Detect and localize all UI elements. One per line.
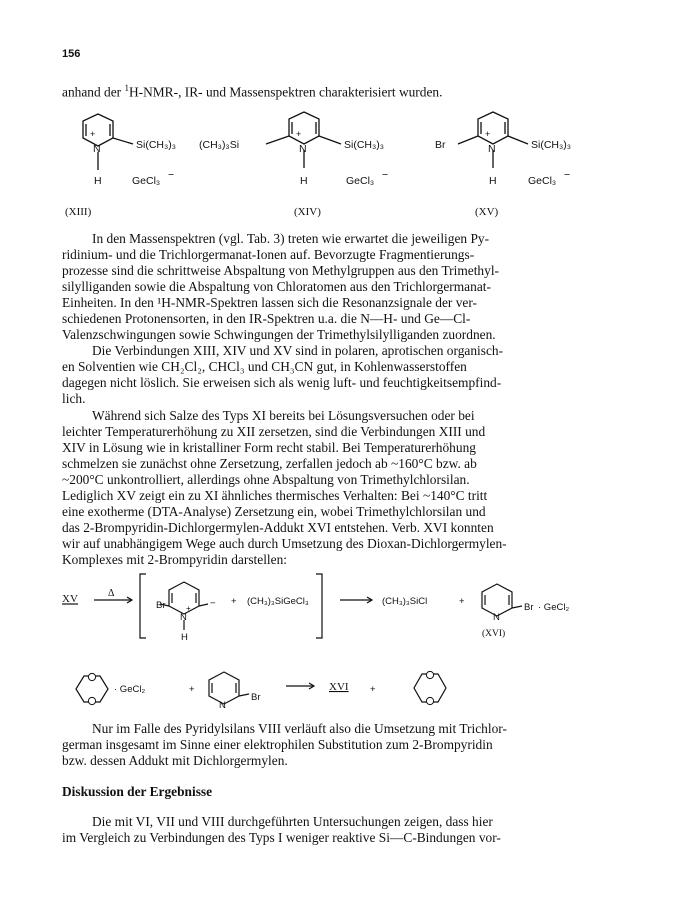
hydrogen-xv: H <box>489 175 497 187</box>
scheme1-plus-charge: + <box>186 604 191 613</box>
label-xv: (XV) <box>475 206 499 218</box>
intro-text-start: anhand der <box>62 84 125 100</box>
si-group-xiv: Si(CH₃)₃ <box>344 139 385 151</box>
plus-xiv: + <box>296 129 302 139</box>
anion-xiv: GeCl₃ <box>346 175 375 187</box>
text-line: Während sich Salze des Typs XI bereits bei Lösungsversuchen oder bei <box>92 408 475 423</box>
scheme2-n: N <box>219 700 226 711</box>
text-line: schmelzen sie zunächst ohne Zersetzung, zerfallen jedoch ab ~160°C bzw. ab <box>62 456 477 471</box>
scheme1-product-label: (XVI) <box>482 629 506 639</box>
scheme1-arrow-label: Δ <box>108 588 115 599</box>
text-line: Nur im Falle des Pyridylsilans VIII verläuft also die Umsetzung mit Trichlor- <box>92 721 507 736</box>
text-line: leichter Temperaturerhöhung zu XII zersetzen, sind die Verbindungen XIII und <box>62 424 486 439</box>
scheme1-n: N <box>180 612 187 623</box>
scheme1-product2: · GeCl₂ <box>538 602 570 613</box>
text-line: Lediglich XV zeigt ein zu XI ähnliches thermisches Verhalten: Bei ~140°C tritt <box>62 488 488 503</box>
intro-superscript: 1 <box>124 83 129 93</box>
hydrogen-xiii: H <box>94 175 102 187</box>
text-line: eine exotherme (DTA-Analyse) Zersetzung ein, wobei Trimethylchlorsilan und <box>62 504 486 519</box>
text-line: schiedenen Protonensorten, in den IR-Spektren u.a. die N—H- und Ge—Cl- <box>62 311 471 326</box>
text-line: lich. <box>62 391 86 406</box>
text-line: das 2-Brompyridin-Dichlorgermylen-Addukt XVI entstehen. Verb. XVI konnten <box>62 520 494 535</box>
label-xiii: (XIII) <box>65 206 92 218</box>
scheme2-plus2: + <box>370 684 376 695</box>
minus-xv: − <box>564 169 571 181</box>
scheme1-start: XV <box>62 593 78 605</box>
text-line: Valenzschwingungen sowie Schwingungen der Trimethylsilylliganden zuordnen. <box>62 327 496 342</box>
text-line: silylliganden sowie die Abspaltung von Chloratomen aus den Trichlorgermanat- <box>62 279 491 294</box>
scheme2-br: Br <box>251 692 261 703</box>
scheme1-product-br: Br <box>524 602 534 613</box>
label-xiv: (XIV) <box>294 206 321 218</box>
nitrogen-xv: N <box>488 143 496 155</box>
scheme2-complex: · GeCl₂ <box>114 684 146 695</box>
anion-xiii: GeCl₃ <box>132 175 161 187</box>
intro-text-end: H-NMR-, IR- und Massenspektren charakterisiert wurden. <box>128 84 443 100</box>
text-line: Die Verbindungen XIII, XIV und XV sind in polaren, aprotischen organisch- <box>92 343 504 358</box>
text-line: im Vergleich zu Verbindungen des Typs I weniger reaktive Si—C-Bindungen vor- <box>62 830 501 845</box>
si-group-left-xiv: (CH₃)₃Si <box>199 139 240 151</box>
scheme1-h: H <box>181 632 188 643</box>
text-line: en Solventien wie CH₂Cl₂, CHCl₃ und CH₃CN gut, in Kohlenwasserstoffen <box>62 359 467 374</box>
page-number: 156 <box>62 48 81 60</box>
si-group-xv: Si(CH₃)₃ <box>531 139 572 151</box>
text-line: XIV in Lösung wie in kristalliner Form recht stabil. Bei Temperaturerhöhung <box>62 440 476 455</box>
text-line: Komplexes mit 2-Brompyridin darstellen: <box>62 552 287 567</box>
scheme1-plus2: + <box>459 596 465 607</box>
text-line: german insgesamt im Sinne einer elektrophilen Substitution zum 2-Brompyridin <box>62 737 493 752</box>
scheme1-product-n: N <box>493 612 500 623</box>
text-line: Die mit VI, VII und VIII durchgeführten Untersuchungen zeigen, dass hier <box>92 814 493 829</box>
anion-xv: GeCl₃ <box>528 175 557 187</box>
plus-xv: + <box>485 129 491 139</box>
scheme2-plus: + <box>189 684 195 695</box>
text-line: ~200°C unkontrolliert, allerdings ohne Abspaltung von Trimethylchlorsilan. <box>62 472 470 487</box>
section-heading: Diskussion der Ergebnisse <box>62 784 213 799</box>
scheme1-plus: + <box>231 596 237 607</box>
text-line: bzw. dessen Addukt mit Dichlorgermylen. <box>62 753 288 768</box>
minus-xiv: − <box>382 169 389 181</box>
scheme1-br: Br <box>156 600 166 611</box>
bromine-xv: Br <box>435 139 446 151</box>
scheme1-product1: (CH₃)₃SiCl <box>382 596 428 607</box>
text-line: wir auf unabhängigem Wege auch durch Umsetzung des Dioxan-Dichlorgermylen- <box>62 536 507 551</box>
scheme1-reagent: (CH₃)₃SiGeCl₃ <box>247 596 309 607</box>
text-line: ridinium- und die Trichlorgermanat-Ionen auf. Bevorzugte Fragmentierungs- <box>62 247 475 262</box>
scheme1-carbanion: − <box>210 598 216 609</box>
nitrogen-xiv: N <box>299 143 307 155</box>
text-line: prozesse sind die schrittweise Abspaltung von Methylgruppen aus den Trimethyl- <box>62 263 499 278</box>
text-line: dagegen nicht löslich. Sie erweisen sich als wenig luft- und feuchtigkeitsempfind- <box>62 375 502 390</box>
text-line: In den Massenspektren (vgl. Tab. 3) treten wie erwartet die jeweiligen Py- <box>92 231 490 246</box>
plus-xiii: + <box>90 129 96 139</box>
scheme2-product: XVI <box>329 681 349 693</box>
minus-xiii: − <box>168 169 175 181</box>
hydrogen-xiv: H <box>300 175 308 187</box>
text-line: Einheiten. In den ¹H-NMR-Spektren lassen sich die Resonanzsignale der ver- <box>62 295 478 310</box>
nitrogen-xiii: N <box>93 143 101 155</box>
si-group-xiii: Si(CH₃)₃ <box>136 139 177 151</box>
